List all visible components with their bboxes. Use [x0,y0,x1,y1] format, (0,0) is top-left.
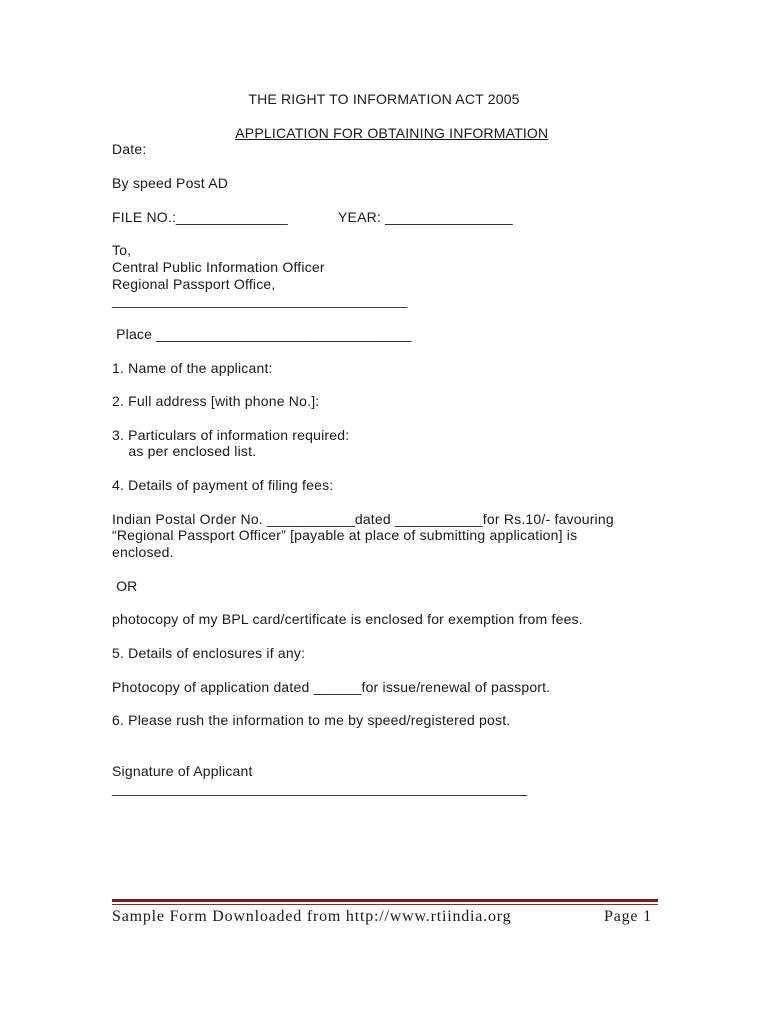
year-field: YEAR: ________________ [338,209,513,225]
postal-order-line-1: Indian Postal Order No. ___________dated ___________for Rs.10/- favouring [112,511,614,527]
addressee-to: To, [112,242,132,258]
item-enclosures: 5. Details of enclosures if any: [112,645,306,661]
enclosure-detail: Photocopy of application dated ______for issue/renewal of passport. [112,679,551,695]
addressee-blank-line: _____________________________________ [112,292,408,308]
page-number: Page 1 [604,908,652,925]
item-applicant-name: 1. Name of the applicant: [112,360,273,376]
footer-divider-thin [112,904,658,905]
item-rush-request: 6. Please rush the information to me by speed/registered post. [112,712,511,728]
document-subtitle: APPLICATION FOR OBTAINING INFORMATION [235,125,549,141]
addressee-office: Regional Passport Office, [112,276,276,292]
postal-order-line-2: “Regional Passport Officer” [payable at place of submitting application] is [112,527,578,543]
item-full-address: 2. Full address [with phone No.]: [112,393,320,409]
item-particulars-detail: as per enclosed list. [112,443,257,459]
addressee-officer: Central Public Information Officer [112,259,325,275]
postal-order-line-3: enclosed. [112,544,174,560]
signature-blank-line: ____________________________________________________ [112,780,528,796]
dispatch-mode: By speed Post AD [112,175,229,191]
footer-source: Sample Form Downloaded from http://www.rtiindia.org [112,908,512,925]
file-number-field: FILE NO.:______________ [112,209,288,225]
item-fee-payment: 4. Details of payment of filing fees: [112,477,334,493]
item-particulars: 3. Particulars of information required: [112,427,350,443]
place-field: Place ________________________________ [112,326,412,342]
document-title: THE RIGHT TO INFORMATION ACT 2005 [248,91,520,107]
signature-label: Signature of Applicant [112,763,253,779]
date-label: Date: [112,141,147,157]
bpl-exemption: photocopy of my BPL card/certificate is enclosed for exemption from fees. [112,611,583,627]
or-separator: OR [112,578,138,594]
footer-divider [112,899,658,902]
